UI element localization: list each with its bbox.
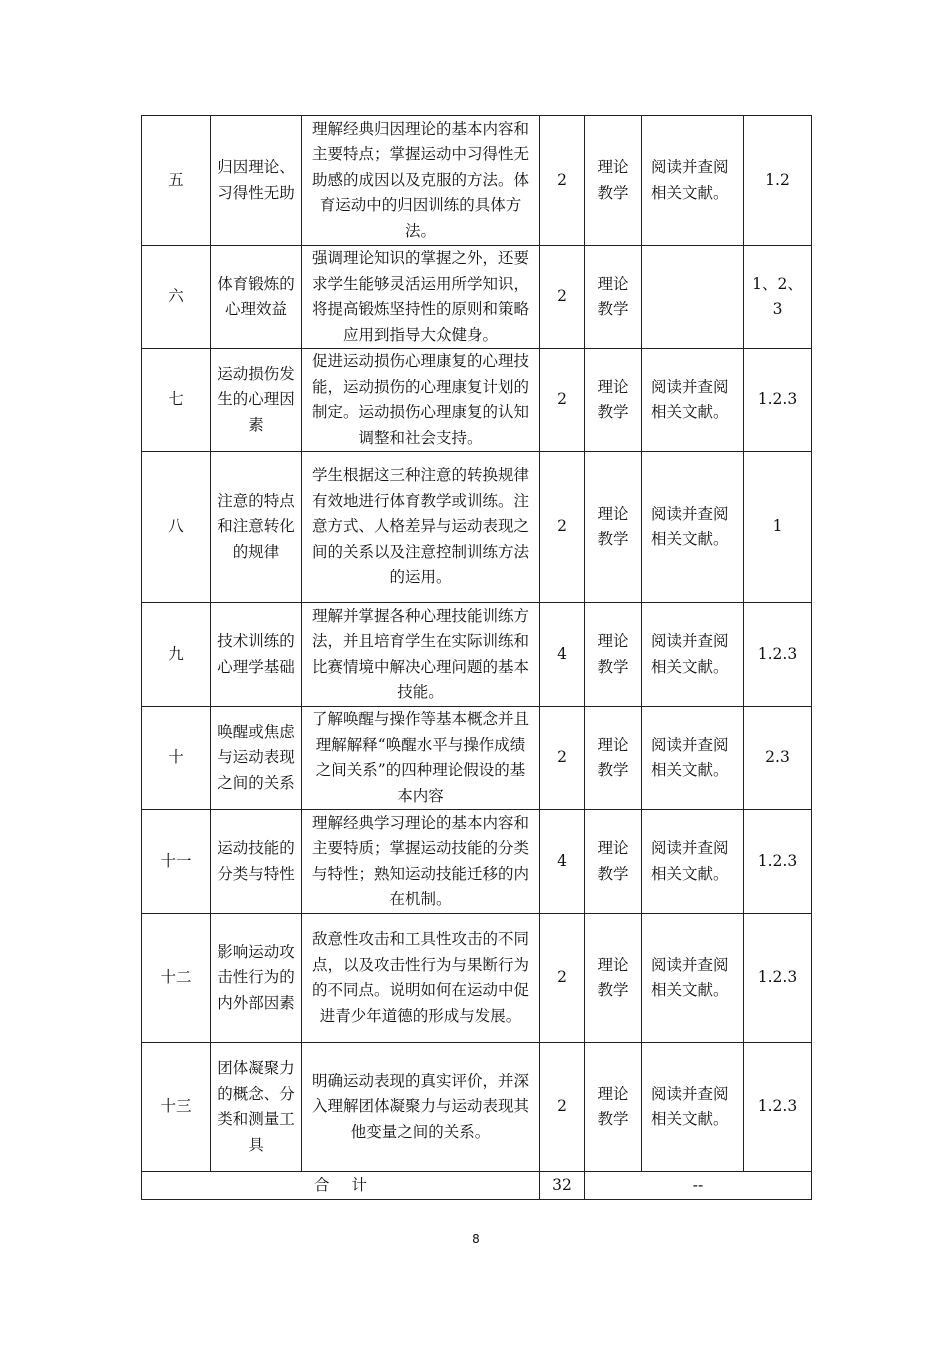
objective-cell: 1 [744, 452, 812, 603]
topic-cell: 体育锻炼的心理效益 [211, 246, 302, 349]
reading-cell: 阅读并查阅相关文献。 [642, 1043, 744, 1172]
chapter-cell: 九 [142, 603, 211, 707]
chapter-cell: 六 [142, 246, 211, 349]
hours-cell: 2 [540, 1043, 585, 1172]
content-cell: 促进运动损伤心理康复的心理技能，运动损伤的心理康复计划的制定。运动损伤心理康复的认知调整和社会支持。 [302, 349, 540, 452]
topic-cell: 技术训练的心理学基础 [211, 603, 302, 707]
hours-cell: 2 [540, 452, 585, 603]
content-cell: 理解并掌握各种心理技能训练方法，并且培育学生在实际训练和比赛情境中解决心理问题的基本技能。 [302, 603, 540, 707]
objective-cell: 1.2.3 [744, 914, 812, 1043]
chapter-cell: 七 [142, 349, 211, 452]
objective-cell: 1、2、3 [744, 246, 812, 349]
page-number: 8 [472, 1232, 480, 1246]
content-cell: 理解经典归因理论的基本内容和主要特点；掌握运动中习得性无助感的成因以及克服的方法。体育运动中的归因训练的具体方法。 [302, 116, 540, 246]
hours-cell: 4 [540, 603, 585, 707]
content-cell: 强调理论知识的掌握之外，还要求学生能够灵活运用所学知识，将提高锻炼坚持性的原则和策略应用到指导大众健身。 [302, 246, 540, 349]
table-row [142, 452, 812, 603]
reading-cell: 阅读并查阅相关文献。 [642, 349, 744, 452]
objective-cell: 1.2 [744, 116, 812, 246]
objective-cell: 1.2.3 [744, 603, 812, 707]
content-cell: 敌意性攻击和工具性攻击的不同点，以及攻击性行为与果断行为的不同点。说明如何在运动中促进青少年道德的形成与发展。 [302, 914, 540, 1043]
total-hours: 32 [540, 1172, 585, 1200]
total-label-part1: 合 [313, 1175, 330, 1194]
method-cell: 理论教学 [585, 603, 642, 707]
reading-cell: 阅读并查阅相关文献。 [642, 914, 744, 1043]
table-row [142, 810, 812, 914]
topic-cell: 注意的特点和注意转化的规律 [211, 452, 302, 603]
hours-cell: 2 [540, 246, 585, 349]
method-cell: 理论教学 [585, 707, 642, 810]
hours-cell: 4 [540, 810, 585, 914]
method-cell: 理论教学 [585, 349, 642, 452]
objective-cell: 1.2.3 [744, 1043, 812, 1172]
table-row [142, 707, 812, 810]
objective-cell: 1.2.3 [744, 810, 812, 914]
method-cell: 理论教学 [585, 810, 642, 914]
hours-cell: 2 [540, 116, 585, 246]
chapter-cell: 五 [142, 116, 211, 246]
content-cell: 学生根据这三种注意的转换规律有效地进行体育教学或训练。注意方式、人格差异与运动表现之间的关系以及注意控制训练方法的运用。 [302, 452, 540, 603]
total-rest: -- [585, 1172, 812, 1200]
reading-cell: 阅读并查阅相关文献。 [642, 603, 744, 707]
course-schedule-table [141, 115, 812, 1200]
method-cell: 理论教学 [585, 452, 642, 603]
method-cell: 理论教学 [585, 246, 642, 349]
total-row [142, 1172, 812, 1200]
content-cell: 理解经典学习理论的基本内容和主要特质；掌握运动技能的分类与特性；熟知运动技能迁移的内在机制。 [302, 810, 540, 914]
total-label-part2: 计 [351, 1175, 368, 1194]
objective-cell: 1.2.3 [744, 349, 812, 452]
objective-cell: 2.3 [744, 707, 812, 810]
content-cell: 明确运动表现的真实评价，并深入理解团体凝聚力与运动表现其他变量之间的关系。 [302, 1043, 540, 1172]
method-cell: 理论教学 [585, 1043, 642, 1172]
topic-cell: 团体凝聚力的概念、分类和测量工具 [211, 1043, 302, 1172]
table-row [142, 246, 812, 349]
topic-cell: 运动损伤发生的心理因素 [211, 349, 302, 452]
method-cell: 理论教学 [585, 116, 642, 246]
topic-cell: 影响运动攻击性行为的内外部因素 [211, 914, 302, 1043]
reading-cell: 阅读并查阅相关文献。 [642, 810, 744, 914]
chapter-cell: 十一 [142, 810, 211, 914]
reading-cell [642, 246, 744, 349]
reading-cell: 阅读并查阅相关文献。 [642, 116, 744, 246]
table-row [142, 116, 812, 246]
reading-cell: 阅读并查阅相关文献。 [642, 707, 744, 810]
topic-cell: 唤醒或焦虑与运动表现之间的关系 [211, 707, 302, 810]
hours-cell: 2 [540, 914, 585, 1043]
table-row [142, 1043, 812, 1172]
topic-cell: 运动技能的分类与特性 [211, 810, 302, 914]
hours-cell: 2 [540, 707, 585, 810]
chapter-cell: 十三 [142, 1043, 211, 1172]
method-cell: 理论教学 [585, 914, 642, 1043]
topic-cell: 归因理论、习得性无助 [211, 116, 302, 246]
table-row [142, 914, 812, 1043]
content-cell: 了解唤醒与操作等基本概念并且理解解释“唤醒水平与操作成绩之间关系”的四种理论假设的基本内容 [302, 707, 540, 810]
table-row [142, 349, 812, 452]
reading-cell: 阅读并查阅相关文献。 [642, 452, 744, 603]
hours-cell: 2 [540, 349, 585, 452]
chapter-cell: 八 [142, 452, 211, 603]
total-label [142, 1172, 540, 1200]
chapter-cell: 十二 [142, 914, 211, 1043]
chapter-cell: 十 [142, 707, 211, 810]
table-row [142, 603, 812, 707]
